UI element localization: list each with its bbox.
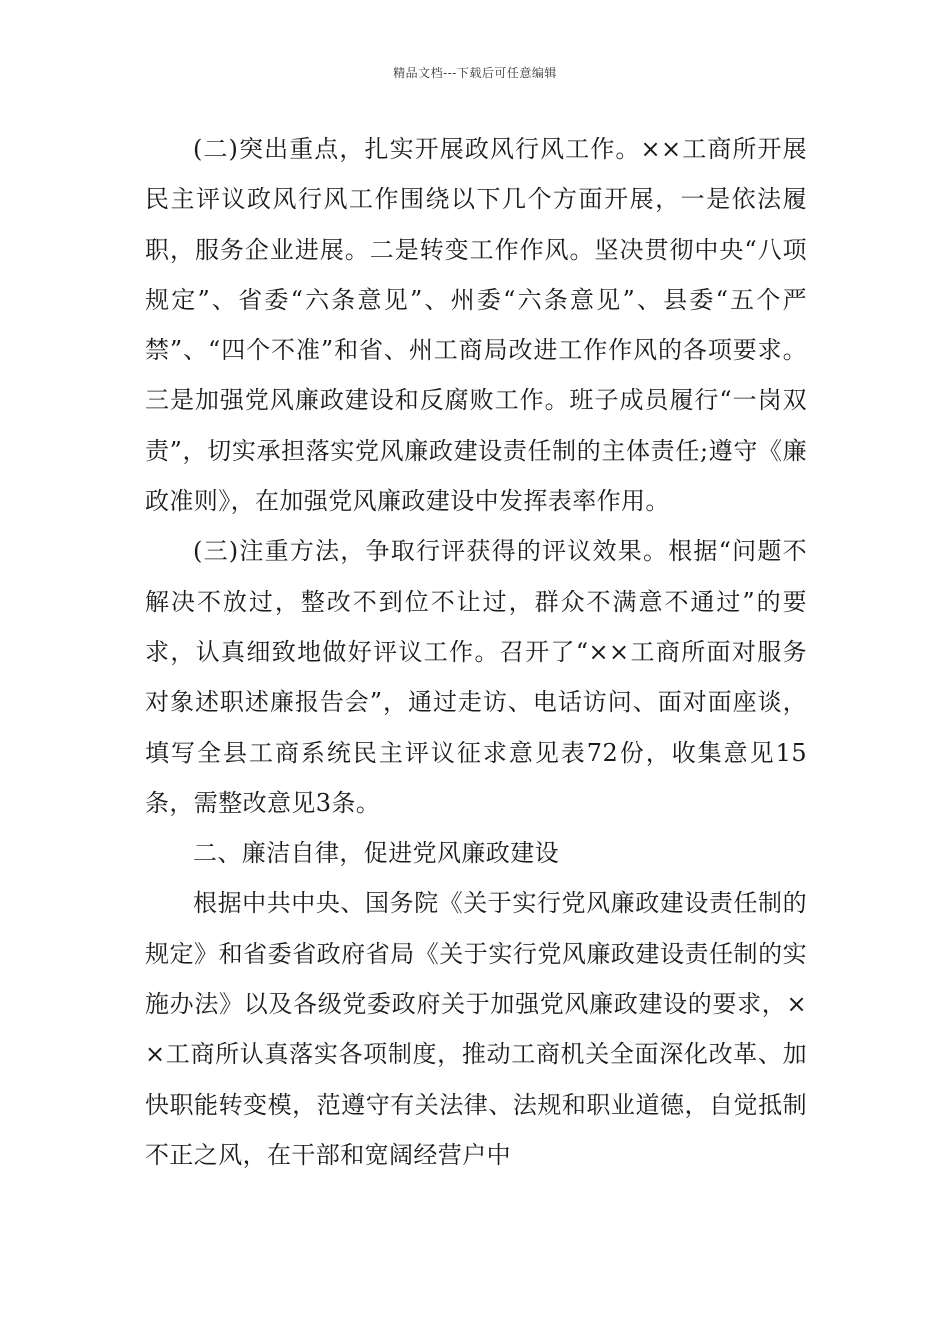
section-heading-integrity: 二、廉洁自律，促进党风廉政建设 [193,839,559,868]
paragraph-section-3: (三)注重方法，争取行评获得的评议效果。根据“问题不解决不放过，整改不到位不让过，群众不满意不通过”的要求，认真细致地做好评议工作。召开了“××工商所面对服务对象述职述廉报告会”，通过走访、电话访问、面对面座谈，填写全县工商系统民主评议征求意见表72份，收集意见15条，需整改意见3条。 [145,537,807,817]
paragraph-integrity-body: 根据中共中央、国务院《关于实行党风廉政建设责任制的规定》和省委省政府省局《关于实行党风廉政建设责任制的实施办法》以及各级党委政府关于加强党风廉政建设的要求，××工商所认真落实各项制度，推动工商机关全面深化改革、加快职能转变模，范遵守有关法律、法规和职业道德，自觉抵制不正之风，在干部和宽阔经营户中 [145,889,807,1169]
document-body [145,124,807,1180]
paragraph-section-2: (二)突出重点，扎实开展政风行风工作。××工商所开展民主评议政风行风工作围绕以下几个方面开展，一是依法履职，服务企业进展。二是转变工作作风。坚决贯彻中央“八项规定”、省委“六条意见”、州委“六条意见”、县委“五个严禁”、“四个不准”和省、州工商局改进工作作风的各项要求。三是加强党风廉政建设和反腐败工作。班子成员履行“一岗双责”，切实承担落实党风廉政建设责任制的主体责任;遵守《廉政准则》，在加强党风廉政建设中发挥表率作用。 [145,135,807,516]
page-header-note: 精品文档---下载后可任意编辑 [393,66,557,80]
